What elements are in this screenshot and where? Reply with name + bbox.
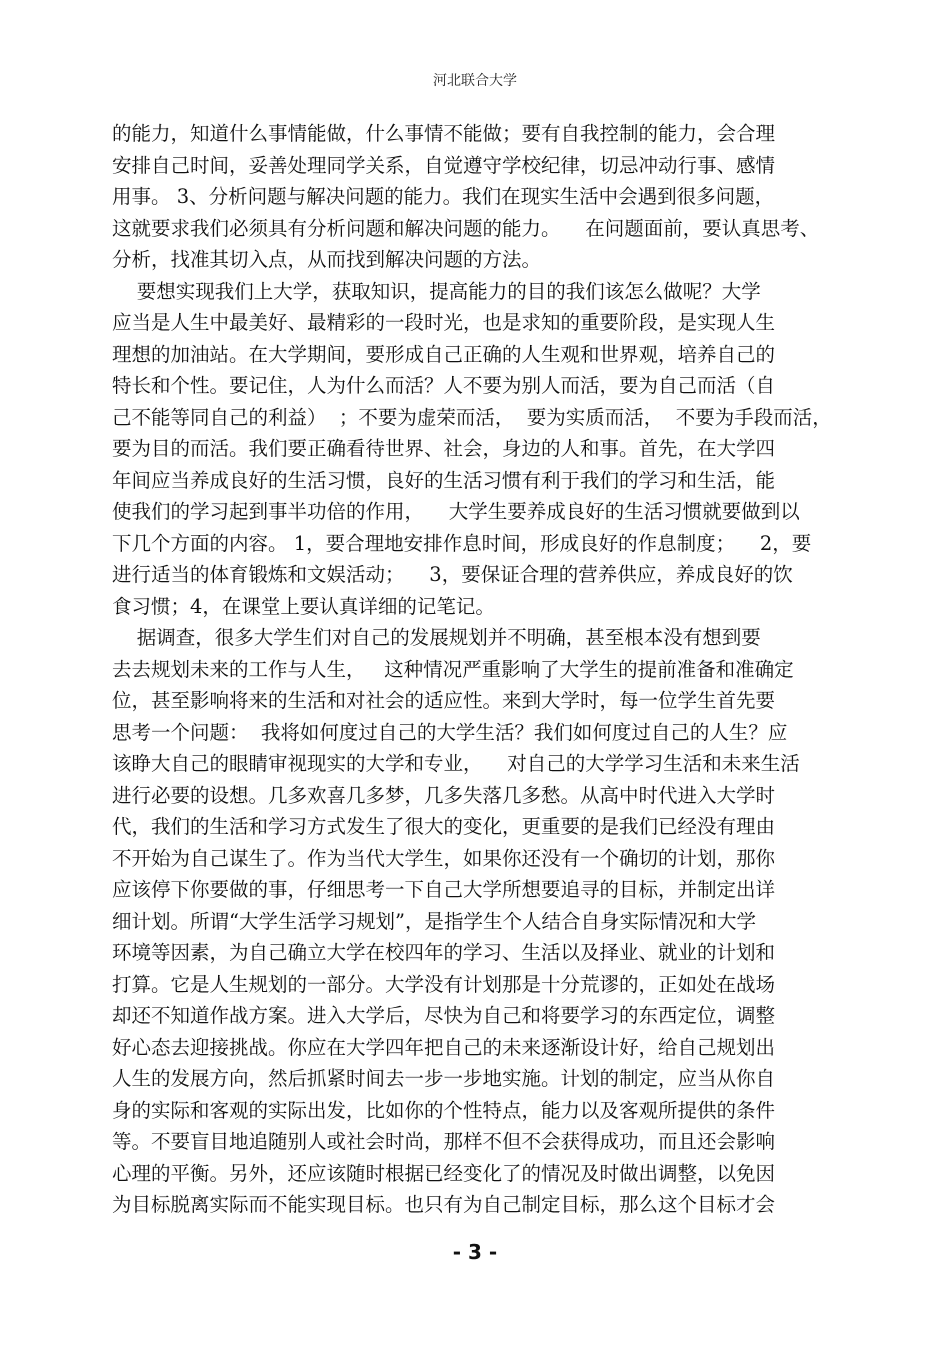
text-line: 分析，找准其切入点，从而找到解决问题的方法。 <box>112 248 542 271</box>
text-line: 人生的发展方向，然后抓紧时间去一步一步地实施。计划的制定，应当从你自 <box>112 1067 776 1090</box>
text-line: 环境等因素，为自己确立大学在校四年的学习、生活以及择业、就业的计划和 <box>112 941 776 964</box>
text-line: 安排自己时间，妥善处理同学关系，自觉遵守学校纪律，切忌冲动行事、感情 <box>112 153 776 177</box>
page-number: - 3 - <box>452 1240 498 1264</box>
text-line: 使我们的学习起到事半功倍的作用， 大学生要养成良好的生活习惯就要做到以 <box>112 500 800 523</box>
text-line: 不开始为自己谋生了。作为当代大学生，如果你还没有一个确切的计划，那你 <box>112 846 776 870</box>
text-line: 却还不知道作战方案。进入大学后，尽快为自己和将要学习的东西定位，调整 <box>112 1004 776 1027</box>
text-line: 好心态去迎接挑战。你应在大学四年把自己的未来逐渐设计好，给自己规划出 <box>112 1035 776 1059</box>
text-line: 心理的平衡。另外，还应该随时根据已经变化了的情况及时做出调整，以免因 <box>112 1161 776 1185</box>
text-line: 这就要求我们必须具有分析问题和解决问题的能力。 在问题面前，要认真思考、 <box>112 216 820 240</box>
text-line: 进行适当的体育锻炼和文娱活动； 3，要保证合理的营养供应，养成良好的饮 <box>112 563 793 586</box>
text-line: 用事。 3、分析问题与解决问题的能力。我们在现实生活中会遇到很多问题， <box>112 185 775 208</box>
text-line: 要为目的而活。我们要正确看待世界、社会，身边的人和事。首先，在大学四 <box>112 437 776 460</box>
text-line: 食习惯；4，在课堂上要认真详细的记笔记。 <box>112 594 495 618</box>
text-line: 为目标脱离实际而不能实现目标。也只有为自己制定目标，那么这个目标才会 <box>112 1193 776 1216</box>
text-line: 该睁大自己的眼睛审视现实的大学和专业， 对自己的大学学习生活和未来生活 <box>112 752 800 775</box>
text-line: 思考一个问题： 我将如何度过自己的大学生活？我们如何度过自己的人生？应 <box>112 720 788 744</box>
text-line: 的能力，知道什么事情能做，什么事情不能做；要有自我控制的能力，会合理 <box>112 122 776 145</box>
text-line: 下几个方面的内容。 1，要合理地安排作息时间，形成良好的作息制度； 2，要 <box>112 531 812 555</box>
text-line: 等。不要盲目地追随别人或社会时尚，那样不但不会获得成功，而且还会影响 <box>112 1130 776 1153</box>
text-line: 细计划。所谓“大学生活学习规划”，是指学生个人结合自身实际情况和大学 <box>112 909 756 933</box>
text-line: 进行必要的设想。几多欢喜几多梦，几多失落几多愁。从高中时代进入大学时 <box>112 783 776 807</box>
text-line: 位，甚至影响将来的生活和对社会的适应性。来到大学时，每一位学生首先要 <box>112 689 776 712</box>
text-line: 去去规划未来的工作与人生， 这种情况严重影响了大学生的提前准备和准确定 <box>112 657 794 681</box>
text-line: 特长和个性。要记住，人为什么而活？人不要为别人而活，要为自己而活（自 <box>112 374 776 397</box>
text-line: 据调查，很多大学生们对自己的发展规划并不明确，甚至根本没有想到要 <box>112 626 761 649</box>
document-body <box>112 118 872 1221</box>
text-line: 应当是人生中最美好、最精彩的一段时光，也是求知的重要阶段，是实现人生 <box>112 311 776 334</box>
text-line: 身的实际和客观的实际出发，比如你的个性特点，能力以及客观所提供的条件 <box>112 1098 776 1122</box>
text-line: 代，我们的生活和学习方式发生了很大的变化，更重要的是我们已经没有理由 <box>112 815 776 838</box>
text-line: 应该停下你要做的事，仔细思考一下自己大学所想要追寻的目标，并制定出详 <box>112 878 776 901</box>
text-line: 己不能等同自己的利益） ；不要为虚荣而活， 要为实质而活， 不要为手段而活， <box>112 405 832 429</box>
text-line: 打算。它是人生规划的一部分。大学没有计划那是十分荒谬的，正如处在战场 <box>112 972 776 996</box>
page-header: 河北联合大学 <box>433 73 517 89</box>
text-line: 要想实现我们上大学，获取知识，提高能力的目的我们该怎么做呢？大学 <box>112 279 761 303</box>
text-line: 理想的加油站。在大学期间，要形成自己正确的人生观和世界观，培养自己的 <box>112 342 776 366</box>
text-line: 年间应当养成良好的生活习惯，良好的生活习惯有利于我们的学习和生活，能 <box>112 468 776 492</box>
